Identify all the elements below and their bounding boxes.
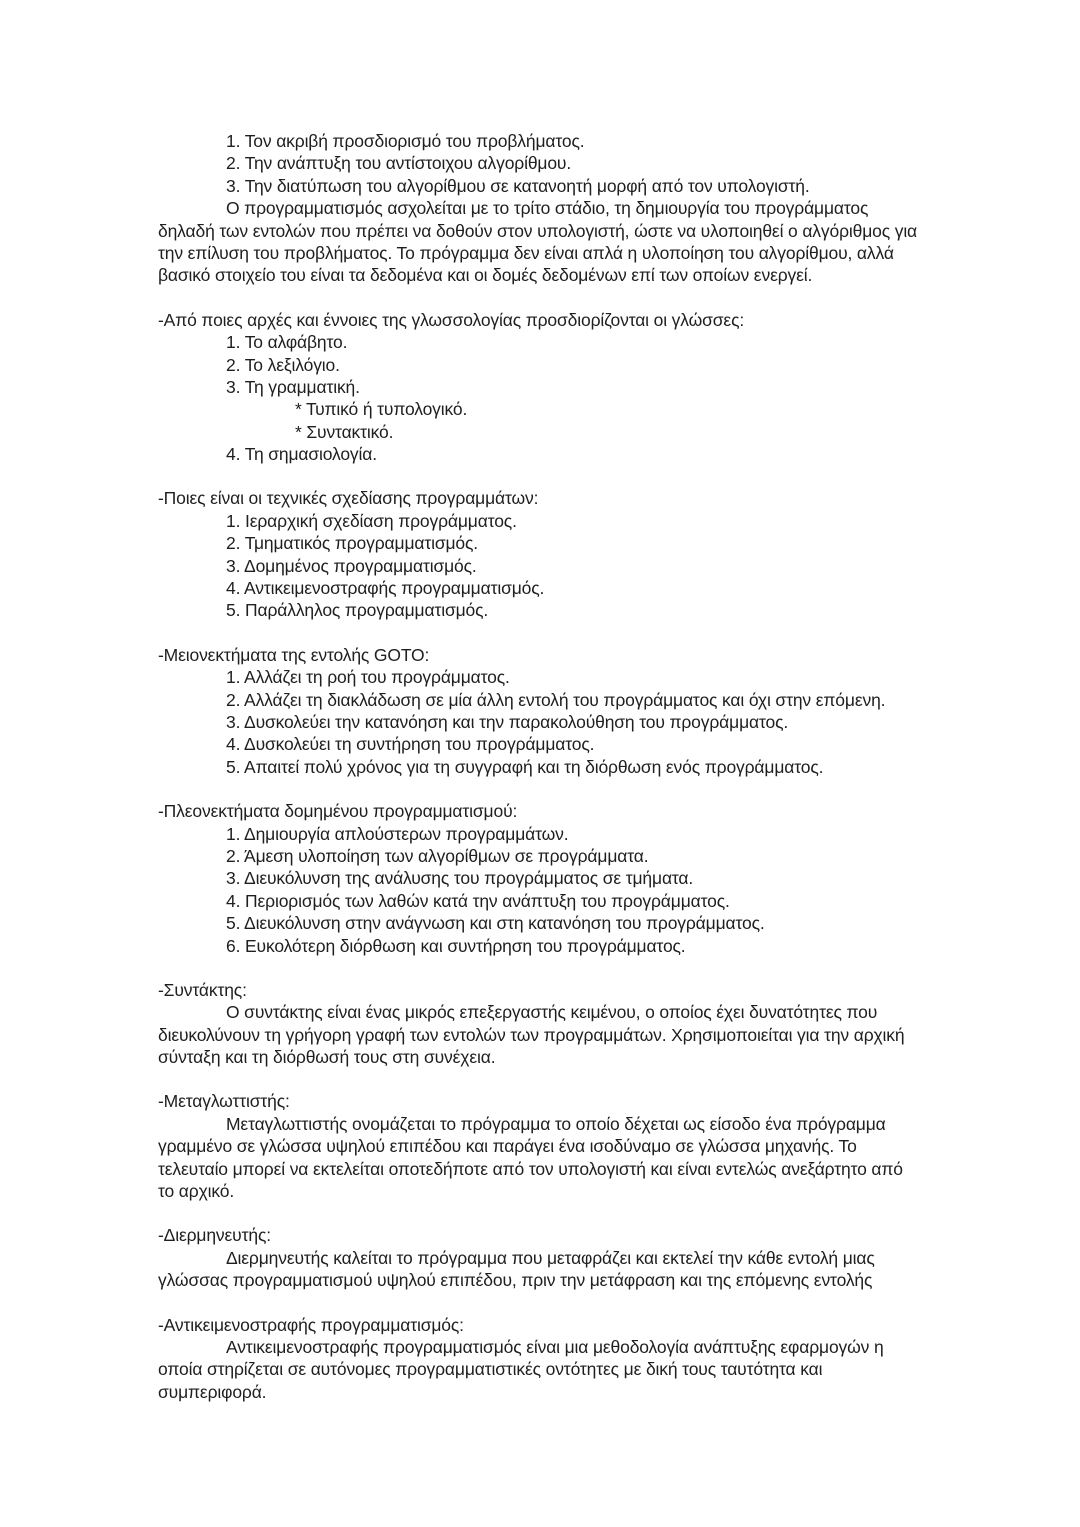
paragraph-line: συμπεριφορά. [158, 1381, 267, 1402]
paragraph-line: Διερμηνευτής καλείται το πρόγραμμα που μεταφράζει και εκτελεί την κάθε εντολή μιας [226, 1247, 875, 1268]
section-interpreter [158, 1224, 1018, 1291]
paragraph-line: διευκολύνουν τη γρήγορη γραφή των εντολών των προγραμμάτων. Χρησιμοποιείται για την αρχική [158, 1024, 905, 1045]
list-item: 3. Την διατύπωση του αλγορίθμου σε κατανοητή μορφή από τον υπολογιστή. [226, 175, 810, 196]
section-structured-programming-advantages [158, 800, 1018, 957]
sub-list-item: * Τυπικό ή τυπολογικό. [295, 399, 468, 420]
list-item: 1. Ιεραρχική σχεδίαση προγράμματος. [226, 510, 517, 531]
list-item: 4. Δυσκολεύει τη συντήρηση του προγράμματος. [226, 734, 595, 755]
list-item: 2. Την ανάπτυξη του αντίστοιχου αλγορίθμου. [226, 153, 572, 174]
list-item: 2. Το λεξιλόγιο. [226, 354, 340, 375]
list-item: 4. Περιορισμός των λαθών κατά την ανάπτυξη του προγράμματος. [226, 890, 730, 911]
list-item: 2. Άμεση υλοποίηση των αλγορίθμων σε προγράμματα. [226, 845, 649, 866]
section-programming-stages [158, 130, 1018, 287]
document-page [158, 130, 1018, 1403]
list-item: 3. Τη γραμματική. [226, 376, 360, 397]
paragraph-line: οποία στηρίζεται σε αυτόνομες προγραμματιστικές οντότητες με δική τους ταυτότητα και [158, 1359, 823, 1380]
list-item: 2. Τμηματικός προγραμματισμός. [226, 533, 479, 554]
paragraph-line: δηλαδή των εντολών που πρέπει να δοθούν στον υπολογιστή, ώστε να υλοποιηθεί ο αλγόριθμος για [158, 220, 918, 241]
sub-list-item: * Συντακτικό. [295, 421, 394, 442]
paragraph-line: σύνταξη και τη διόρθωσή τους στη συνέχεια. [158, 1047, 496, 1068]
list-item: 3. Δυσκολεύει την κατανόηση και την παρακολούθηση του προγράμματος. [226, 711, 789, 732]
section-heading: -Από ποιες αρχές και έννοιες της γλωσσολογίας προσδιορίζονται οι γλώσσες: [158, 309, 745, 330]
section-heading: -Διερμηνευτής: [158, 1225, 271, 1246]
paragraph-line: την επίλυση του προβλήματος. Το πρόγραμμα δεν είναι απλά η υλοποίηση του αλγορίθμου, αλλά [158, 242, 894, 263]
list-item: 1. Τον ακριβή προσδιορισμό του προβλήματος. [226, 131, 585, 151]
list-item: 3. Διευκόλυνση της ανάλυσης του προγράμματος σε τμήματα. [226, 868, 694, 889]
paragraph-line: το αρχικό. [158, 1181, 235, 1202]
paragraph-line: Αντικειμενοστραφής προγραμματισμός είναι μια μεθοδολογία ανάπτυξης εφαρμογών η [226, 1336, 884, 1357]
list-item: 5. Παράλληλος προγραμματισμός. [226, 600, 489, 621]
section-heading: -Μεταγλωττιστής: [158, 1091, 290, 1112]
list-item: 1. Αλλάζει τη ροή του προγράμματος. [226, 667, 510, 688]
list-item: 5. Διευκόλυνση στην ανάγνωση και στη κατανόηση του προγράμματος. [226, 913, 765, 934]
list-item: 3. Δομημένος προγραμματισμός. [226, 555, 477, 576]
section-compiler [158, 1090, 1018, 1202]
list-item: 6. Ευκολότερη διόρθωση και συντήρηση του προγράμματος. [226, 935, 686, 956]
list-item: 2. Αλλάζει τη διακλάδωση σε μία άλλη εντολή του προγράμματος και όχι στην επόμενη. [226, 689, 886, 710]
section-object-oriented-programming [158, 1314, 1018, 1404]
section-linguistics-principles [158, 309, 1018, 466]
section-heading: -Αντικειμενοστραφής προγραμματισμός: [158, 1314, 464, 1335]
list-item: 4. Αντικειμενοστραφής προγραμματισμός. [226, 578, 545, 599]
section-heading: -Ποιες είναι οι τεχνικές σχεδίασης προγραμμάτων: [158, 488, 539, 509]
section-editor [158, 979, 1018, 1069]
section-heading: -Πλεονεκτήματα δομημένου προγραμματισμού: [158, 801, 518, 822]
section-goto-disadvantages [158, 644, 1018, 778]
paragraph-line: βασικό στοιχείο του είναι τα δεδομένα και οι δομές δεδομένων επί των οποίων ενεργεί. [158, 265, 813, 286]
section-program-design-techniques [158, 487, 1018, 621]
paragraph-line: γλώσσας προγραμματισμού υψηλού επιπέδου, πριν την μετάφραση και της επόμενης εντολής [158, 1270, 873, 1291]
document-body [158, 130, 1018, 1403]
list-item: 5. Απαιτεί πολύ χρόνος για τη συγγραφή και τη διόρθωση ενός προγράμματος. [226, 756, 824, 777]
section-heading: -Συντάκτης: [158, 979, 247, 1000]
paragraph-line: γραμμένο σε γλώσσα υψηλού επιπέδου και παράγει ένα ισοδύναμο σε γλώσσα μηχανής. Το [158, 1136, 857, 1157]
list-item: 4. Τη σημασιολογία. [226, 444, 377, 465]
list-item: 1. Το αλφάβητο. [226, 332, 348, 353]
paragraph-line: τελευταίο μπορεί να εκτελείται οποτεδήποτε από τον υπολογιστή και είναι εντελώς ανεξάρτητο από [158, 1158, 903, 1179]
paragraph-line: Ο προγραμματισμός ασχολείται με το τρίτο στάδιο, τη δημιουργία του προγράμματος [226, 198, 869, 219]
section-heading: -Μειονεκτήματα της εντολής GOTO: [158, 644, 430, 665]
paragraph-line: Μεταγλωττιστής ονομάζεται το πρόγραμμα το οποίο δέχεται ως είσοδο ένα πρόγραμμα [226, 1113, 886, 1134]
paragraph-line: Ο συντάκτης είναι ένας μικρός επεξεργαστής κειμένου, ο οποίος έχει δυνατότητες που [226, 1002, 878, 1023]
list-item: 1. Δημιουργία απλούστερων προγραμμάτων. [226, 823, 569, 844]
